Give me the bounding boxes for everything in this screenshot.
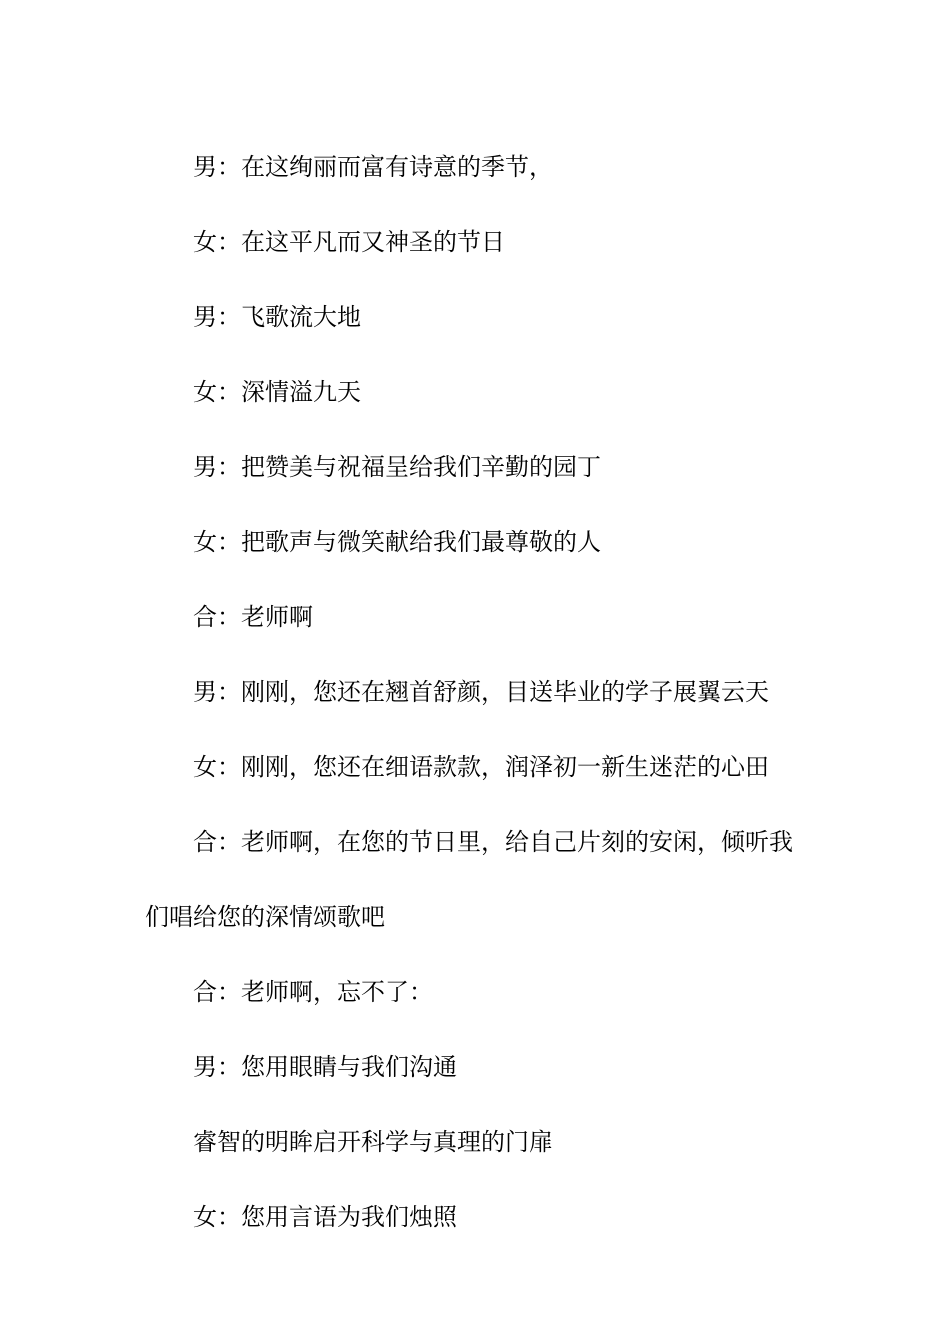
paragraph: 合：老师啊，忘不了： [193, 978, 433, 1006]
paragraph: 女：把歌声与微笑献给我们最尊敬的人 [193, 528, 601, 556]
paragraph: 合：老师啊 [193, 603, 313, 631]
paragraph: 女：您用言语为我们烛照 [193, 1203, 457, 1231]
paragraph: 男：飞歌流大地 [193, 303, 361, 331]
paragraph: 女：在这平凡而又神圣的节日 [193, 228, 505, 256]
paragraph: 女：刚刚，您还在细语款款，润泽初一新生迷茫的心田 [193, 753, 769, 781]
paragraph: 男：把赞美与祝福呈给我们辛勤的园丁 [193, 453, 601, 481]
document-body [145, 130, 810, 1255]
paragraph: 男：刚刚，您还在翘首舒颜，目送毕业的学子展翼云天 [193, 678, 769, 706]
paragraph: 男：在这绚丽而富有诗意的季节， [193, 153, 553, 181]
paragraph: 男：您用眼睛与我们沟通 [193, 1053, 457, 1081]
paragraph: 睿智的明眸启开科学与真理的门扉 [193, 1128, 553, 1156]
paragraph: 女：深情溢九天 [193, 378, 361, 406]
paragraph: 合：老师啊，在您的节日里，给自己片刻的安闲，倾听我们唱给您的深情颂歌吧 [145, 828, 793, 931]
